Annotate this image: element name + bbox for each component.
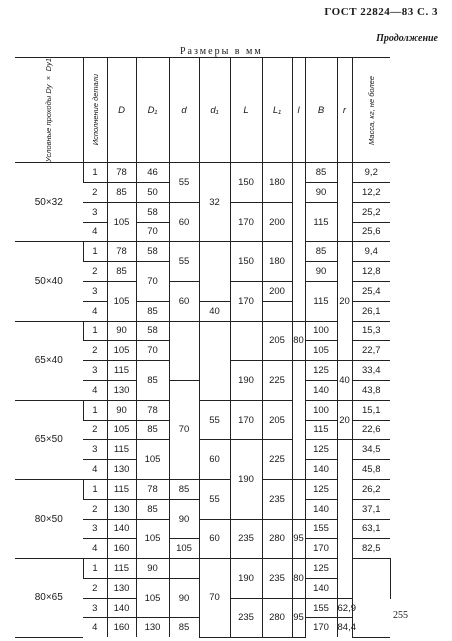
- col-l: l: [292, 58, 305, 163]
- col-D1: D₁: [136, 58, 169, 163]
- header-row: [15, 58, 390, 163]
- table-row: 2 85 70 90 12,8: [15, 262, 390, 282]
- table-row: 4 130 70 140 43,8: [15, 380, 390, 400]
- col-mass: Масса, кг, не более: [352, 58, 390, 163]
- table-row: 80×50 1 115 78 85 55 235 125 26,2: [15, 479, 390, 499]
- nominal-cell: 80×50: [15, 479, 83, 558]
- table-row: 4 160 130 85 170 84,4: [15, 618, 390, 637]
- table-row: 4 130 140 45,8: [15, 460, 390, 480]
- dimensions-caption: Размеры в мм: [180, 46, 263, 57]
- table-row: 3 105 58 60 170 200 115 25,2: [15, 202, 390, 222]
- table-row: 4 70 25,6: [15, 222, 390, 242]
- dimensions-table: [15, 57, 390, 638]
- table-row: 80×65 1 115 90 70 190 235 80 125: [15, 559, 390, 579]
- table-row: 3 105 60 170 200 115 25,4: [15, 281, 390, 301]
- col-version: Исполнение детали: [83, 58, 107, 163]
- col-L: L: [230, 58, 262, 163]
- table-row: 65×50 1 90 78 55 170 205 100 20 15,1: [15, 400, 390, 420]
- table-row: 2 85 50 90 12,2: [15, 182, 390, 202]
- nominal-cell: 50×32: [15, 163, 83, 242]
- page-number: 255: [393, 610, 408, 621]
- table-row: 50×40 1 78 58 55 150 180 85 20 9,4: [15, 242, 390, 262]
- col-r: r: [337, 58, 352, 163]
- continued-label: Продолжение: [376, 33, 438, 44]
- table-row: 50×32 1 78 46 55 32 150 180 85 9,2: [15, 163, 390, 183]
- table-row: 4 160 105 170 82,5: [15, 539, 390, 559]
- table-row: 4 85 40 26,1: [15, 301, 390, 321]
- table-row: 3 140 105 60 235 280 95 155 63,1: [15, 519, 390, 539]
- nominal-cell: 65×40: [15, 321, 83, 400]
- table-row: 65×40 1 90 58 205 80 100 15,3: [15, 321, 390, 341]
- table-row: 2 105 85 115 22,6: [15, 420, 390, 440]
- table-row: 3 115 105 60 190 225 125 34,5: [15, 440, 390, 460]
- table-row: 2 130 85 90 140 37,1: [15, 499, 390, 519]
- col-D: D: [107, 58, 136, 163]
- table-row: 3 115 85 190 225 125 40 33,4: [15, 361, 390, 381]
- nominal-cell: 65×50: [15, 400, 83, 479]
- table-row: 2 130 105 90 140: [15, 578, 390, 598]
- col-d: d: [169, 58, 199, 163]
- document-header: ГОСТ 22824—83 С. 3: [324, 6, 438, 18]
- table-row: 2 105 70 105 22,7: [15, 341, 390, 361]
- col-nominal-passage: Условные проходы Dy × Dy1: [15, 58, 83, 163]
- col-d1: d₁: [199, 58, 230, 163]
- nominal-cell: 50×40: [15, 242, 83, 321]
- col-B: B: [305, 58, 337, 163]
- nominal-cell: 80×65: [15, 559, 83, 638]
- col-L1: L₁: [262, 58, 292, 163]
- table-row: 3 140 235 280 95 155 62,9: [15, 598, 390, 618]
